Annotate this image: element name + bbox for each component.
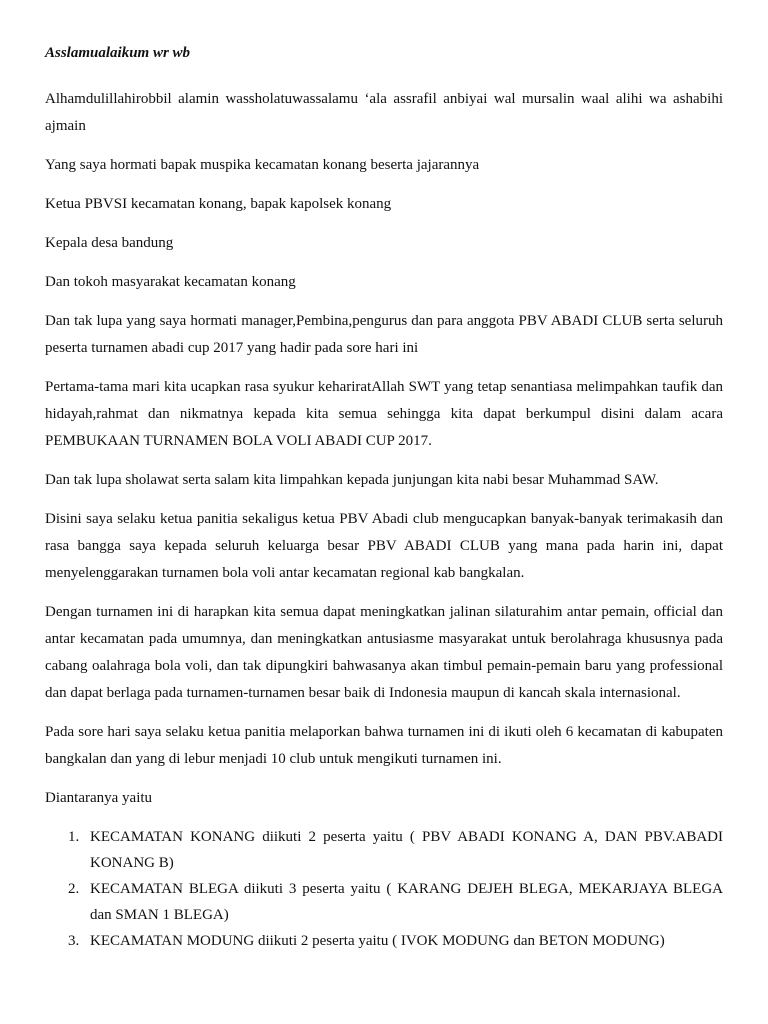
paragraph-salutation-tokoh: Dan tokoh masyarakat kecamatan konang bbox=[45, 274, 296, 290]
list-item-text: KECAMATAN MODUNG diikuti 2 peserta yaitu ( IVOK MODUNG dan BETON MODUNG) bbox=[90, 933, 665, 949]
list-item-text: KECAMATAN KONANG diikuti 2 peserta yaitu ( PBV ABADI KONANG A, DAN PBV.ABADI KONANG B) bbox=[90, 829, 723, 871]
list-item-number: 1. bbox=[68, 829, 80, 845]
list-item-text: KECAMATAN BLEGA diikuti 3 peserta yaitu ( KARANG DEJEH BLEGA, MEKARJAYA BLEGA dan SMAN 1 BLEGA) bbox=[90, 881, 723, 923]
paragraph-sholawat: Dan tak lupa sholawat serta salam kita limpahkan kepada junjungan kita nabi besar Muhammad SAW. bbox=[45, 472, 659, 488]
paragraph-list-intro: Diantaranya yaitu bbox=[45, 790, 153, 806]
list-item bbox=[45, 824, 723, 876]
list-item-number: 2. bbox=[68, 881, 80, 897]
participant-list bbox=[45, 824, 723, 954]
paragraph-salutation-kepala-desa: Kepala desa bandung bbox=[45, 235, 174, 251]
greeting-heading: Asslamualaikum wr wb bbox=[45, 45, 191, 61]
paragraph-salutation-club: Dan tak lupa yang saya hormati manager,Pembina,pengurus dan para anggota PBV ABADI CLUB serta seluruh peserta turnamen abadi cup 2017 yang hadir pada sore hari ini bbox=[45, 313, 723, 356]
list-item bbox=[45, 928, 723, 954]
paragraph-thanks: Disini saya selaku ketua panitia sekaligus ketua PBV Abadi club mengucapkan banyak-banyak terimakasih dan rasa bangga saya kepada seluruh keluarga besar PBV ABADI CLUB yang mana pada harin ini, dapat menyelenggarakan turnamen bola voli antar kecamatan regional kab bangkalan. bbox=[45, 511, 723, 581]
paragraph-hopes: Dengan turnamen ini di harapkan kita semua dapat meningkatkan jalinan silaturahim antar pemain, official dan antar kecamatan pada umumnya, dan meningkatkan antusiasme masyarakat untuk berolahraga khususnya pada cabang oalahraga bola voli, dan tak dipungkiri bahwasanya akan timbul pemain-pemain baru yang professional dan dapat berlaga pada turnamen-turnamen besar baik di Indonesia maupun di kancah skala internasional. bbox=[45, 604, 723, 701]
paragraph-salutation-pbvsi: Ketua PBVSI kecamatan konang, bapak kapolsek konang bbox=[45, 196, 392, 212]
document-page bbox=[45, 40, 723, 954]
paragraph-gratitude: Pertama-tama mari kita ucapkan rasa syukur kehariratAllah SWT yang tetap senantiasa melimpahkan taufik dan hidayah,rahmat dan nikmatnya kepada kita semua sehingga kita dapat berkumpul disini dalam acara PEMBUKAAN TURNAMEN BOLA VOLI ABADI CUP 2017. bbox=[45, 379, 723, 449]
list-item bbox=[45, 876, 723, 928]
paragraph-salutation-muspika: Yang saya hormati bapak muspika kecamatan konang beserta jajarannya bbox=[45, 157, 480, 173]
paragraph-opening-prayer: Alhamdulillahirobbil alamin wassholatuwassalamu ‘ala assrafil anbiyai wal mursalin waal alihi wa ashabihi ajmain bbox=[45, 91, 723, 134]
list-item-number: 3. bbox=[68, 933, 80, 949]
paragraph-report: Pada sore hari saya selaku ketua panitia melaporkan bahwa turnamen ini di ikuti oleh 6 kecamatan di kabupaten bangkalan dan yang di lebur menjadi 10 club untuk mengikuti turnamen ini. bbox=[45, 724, 723, 767]
